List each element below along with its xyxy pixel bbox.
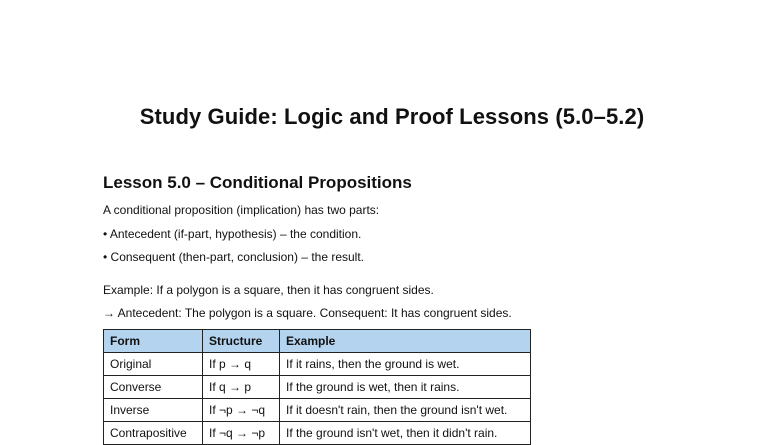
table-row: [104, 399, 531, 422]
document-title: Study Guide: Logic and Proof Lessons (5.0–5.2): [139, 104, 645, 129]
cell-structure: If ¬p → ¬q: [203, 399, 280, 422]
example-breakdown: → Antecedent: The polygon is a square. Consequent: It has congruent sides.: [103, 306, 512, 320]
cell-form: Converse: [104, 376, 203, 399]
bullet-consequent: • Consequent (then-part, conclusion) – the result.: [103, 250, 365, 264]
cell-example: If it rains, then the ground is wet.: [280, 353, 531, 376]
table-header-row: [104, 330, 531, 353]
cell-example: If the ground isn't wet, then it didn't rain.: [280, 422, 531, 445]
conditional-forms-table: [103, 329, 531, 445]
example-text: Example: If a polygon is a square, then it has congruent sides.: [103, 283, 434, 297]
cell-example: If the ground is wet, then it rains.: [280, 376, 531, 399]
cell-structure: If q → p: [203, 376, 280, 399]
column-header-example: Example: [280, 330, 531, 353]
cell-structure: If p → q: [203, 353, 280, 376]
table-row: [104, 422, 531, 445]
column-header-structure: Structure: [203, 330, 280, 353]
cell-structure: If ¬q → ¬p: [203, 422, 280, 445]
cell-example: If it doesn't rain, then the ground isn't wet.: [280, 399, 531, 422]
column-header-form: Form: [104, 330, 203, 353]
intro-text: A conditional proposition (implication) has two parts:: [103, 203, 380, 217]
lesson-heading: Lesson 5.0 – Conditional Propositions: [103, 173, 412, 192]
cell-form: Contrapositive: [104, 422, 203, 445]
table-row: [104, 376, 531, 399]
cell-form: Inverse: [104, 399, 203, 422]
bullet-antecedent: • Antecedent (if-part, hypothesis) – the condition.: [103, 227, 362, 241]
cell-form: Original: [104, 353, 203, 376]
table-row: [104, 353, 531, 376]
